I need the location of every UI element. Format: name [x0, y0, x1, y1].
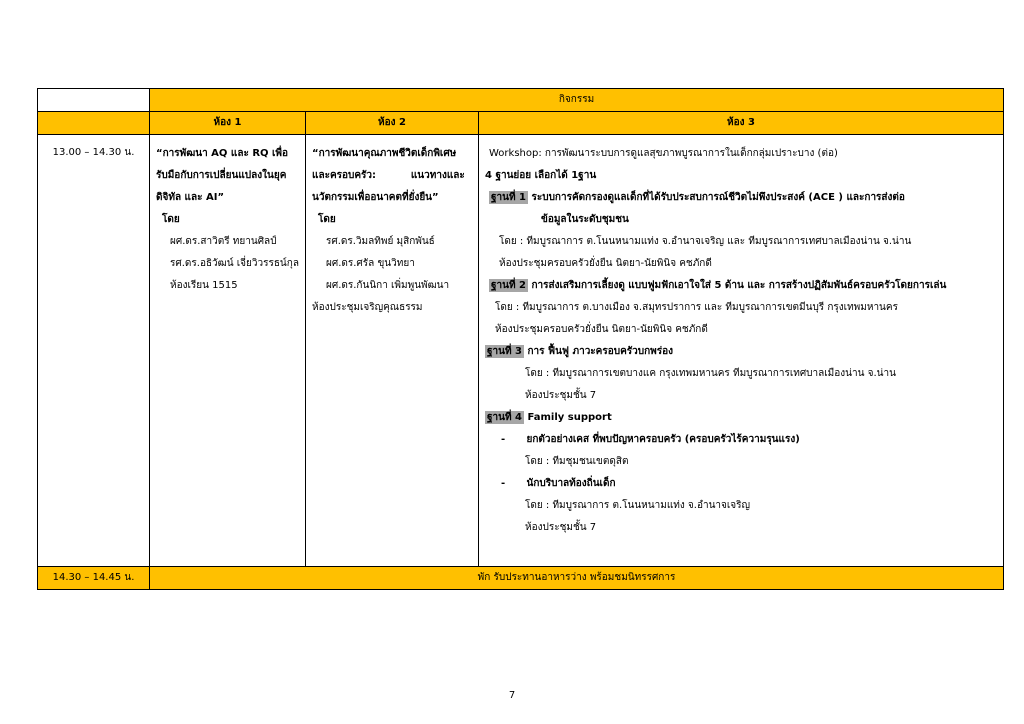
- room1-speaker: ผศ.ดร.สาวิตรี ทยานศิลป์: [170, 236, 277, 247]
- base4-item2: [485, 473, 997, 495]
- base1-heading: [485, 187, 997, 209]
- page-number: 7: [508, 690, 516, 701]
- room2-header: ห้อง 2: [306, 112, 479, 135]
- session2-row: [38, 567, 1004, 590]
- room1-title-line: “การพัฒนา AQ และ RQ เพื่อ: [156, 148, 289, 159]
- room1-cell: [150, 135, 306, 567]
- base1-title-cont: ข้อมูลในระดับชุมชน: [541, 214, 629, 225]
- room1-title-line: รับมือกับการเปลี่ยนแปลงในยุค: [156, 170, 287, 181]
- base1-title: ระบบการคัดกรองดูแลเด็กที่ได้รับประสบการณ์ชีวิตไม่พึงประสงค์ (ACE ) และการส่งต่อ: [531, 192, 905, 203]
- base1-by: โดย : ทีมบูรณาการ ต.โนนหนามแท่ง จ.อำนาจเจริญ และ ทีมบูรณาการเทศบาลเมืองน่าน จ.น่าน: [499, 236, 912, 247]
- room3-header: ห้อง 3: [479, 112, 1004, 135]
- base3-title: การ ฟื้นฟู ภาวะครอบครัวบกพร่อง: [527, 346, 674, 357]
- base4-item1: [485, 429, 997, 451]
- base2-by: โดย : ทีมบูรณาการ ต.บางเมือง จ.สมุทรปราการ และ ทีมบูรณาการเขตมีนบุรี กรุงเทพมหานคร: [495, 302, 898, 313]
- activity-header: กิจกรรม: [150, 89, 1004, 112]
- session2-time: 14.30 – 14.45 น.: [38, 567, 150, 590]
- base2-location: ห้องประชุมครอบครัวยั่งยืน นิตยา-นัยพินิจ คชภักดี: [495, 324, 708, 335]
- room3-workshop-title: Workshop: การพัฒนาระบบการดูแลสุขภาพบูรณาการในเด็กกลุ่มเปราะบาง (ต่อ): [489, 148, 838, 159]
- base4-title: Family support: [527, 412, 612, 423]
- room1-header: ห้อง 1: [150, 112, 306, 135]
- room2-speaker: ผศ.ดร.กันนิกา เพิ่มพูนพัฒนา: [326, 280, 450, 291]
- base4-tag: ฐานที่ 4: [487, 412, 522, 423]
- room1-title-line: ดิจิทัล และ AI”: [156, 192, 225, 203]
- base2-heading: [485, 275, 997, 297]
- base3-heading: [485, 341, 997, 363]
- room1-location: ห้องเรียน 1515: [170, 280, 238, 291]
- room2-speaker: ผศ.ดร.ศรัล ขุนวิทยา: [326, 258, 415, 269]
- room2-title-line: นวัตกรรมเพื่ออนาคตที่ยั่งยืน”: [312, 192, 439, 203]
- base4-heading: [485, 407, 997, 429]
- base1-tag: ฐานที่ 1: [491, 192, 526, 203]
- room2-title-line: และครอบครัว: แนวทางและ: [312, 170, 465, 181]
- base1-location: ห้องประชุมครอบครัวยั่งยืน นิตยา-นัยพินิจ คชภักดี: [499, 258, 712, 269]
- dash-bullet: -: [501, 434, 506, 445]
- time-header-cell: [38, 112, 150, 135]
- room3-subtitle: 4 ฐานย่อย เลือกได้ 1ฐาน: [485, 170, 597, 181]
- empty-corner-cell: [38, 89, 150, 112]
- base3-tag: ฐานที่ 3: [487, 346, 522, 357]
- session1-row: [38, 135, 1004, 567]
- base2-tag: ฐานที่ 2: [491, 280, 526, 291]
- room3-cell: [479, 135, 1004, 567]
- base3-by: โดย : ทีมบูรณาการเขตบางแค กรุงเทพมหานคร ทีมบูรณาการเทศบาลเมืองน่าน จ.น่าน: [525, 368, 896, 379]
- schedule-table: [37, 88, 1004, 590]
- session1-time: 13.00 – 14.30 น.: [38, 135, 150, 567]
- room-header-row: [38, 112, 1004, 135]
- base4-item1-by: โดย : ทีมชุมชนเขตดุสิต: [525, 456, 629, 467]
- session2-text: พัก รับประทานอาหารว่าง พร้อมชมนิทรรศการ: [150, 567, 1004, 590]
- base2-title: การส่งเสริมการเลี้ยงดู แบบฟูมฟักเอาใจใส่ 5 ด้าน และ การสร้างปฏิสัมพันธ์ครอบครัวโดยการเล่น: [531, 280, 947, 291]
- room1-speaker: รศ.ดร.อธิวัฒน์ เจี่ยวิวรรธน์กุล: [170, 258, 299, 269]
- base4-item2-by: โดย : ทีมบูรณาการ ต.โนนหนามแท่ง จ.อำนาจเจริญ: [525, 500, 751, 511]
- room1-by: โดย: [162, 214, 180, 225]
- room2-location: ห้องประชุมเจริญคุณธรรม: [312, 302, 423, 313]
- room2-title-line: “การพัฒนาคุณภาพชีวิตเด็กพิเศษ: [312, 148, 457, 159]
- room2-speaker: รศ.ดร.วิมลทิพย์ มุสิกพันธ์: [326, 236, 435, 247]
- room2-by: โดย: [318, 214, 336, 225]
- base4-item2-text: นักบริบาลท้องถิ่นเด็ก: [526, 478, 616, 489]
- dash-bullet: -: [501, 478, 506, 489]
- room2-cell: [306, 135, 479, 567]
- base3-location: ห้องประชุมชั้น 7: [525, 390, 597, 401]
- header-row: [38, 89, 1004, 112]
- base4-item1-text: ยกตัวอย่างเคส ที่พบปัญหาครอบครัว (ครอบครัวไร้ความรุนแรง): [526, 434, 800, 445]
- base4-location: ห้องประชุมชั้น 7: [525, 522, 597, 533]
